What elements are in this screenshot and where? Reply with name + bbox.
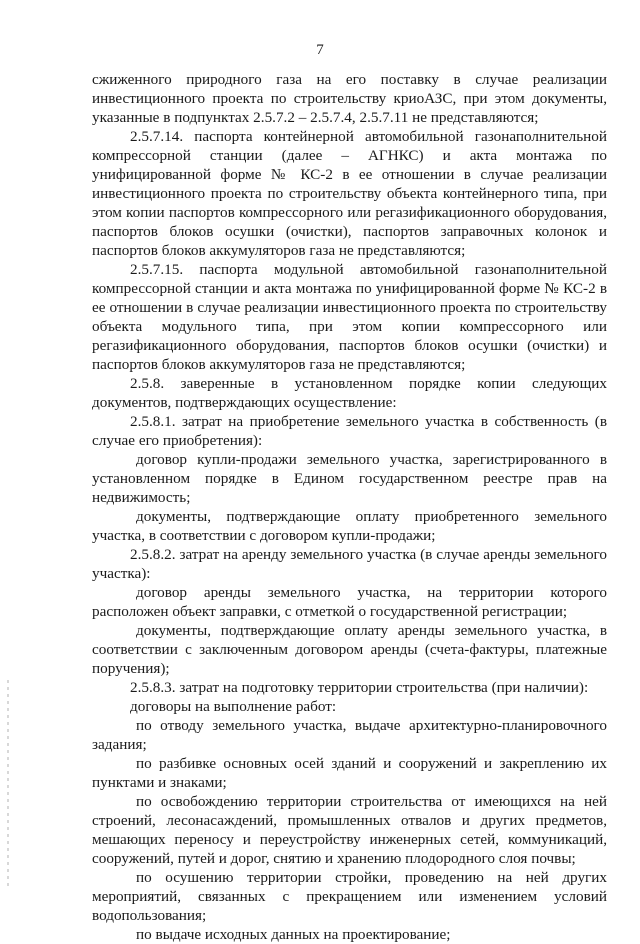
paragraph: по освобождению территории строительства от имеющихся на ней строений, лесонасаждений, промышленных отвалов и других предметов, мешающих переносу и переустройству инженерных сетей, коммуникаций, сооружений, путей и дорог, снятию и хранению плодородного слоя почвы;	[92, 793, 607, 867]
paragraph: по разбивке основных осей зданий и сооружений и закреплению их пунктами и знаками;	[92, 755, 607, 791]
paragraph: 2.5.8.3. затрат на подготовку территории строительства (при наличии):	[130, 679, 589, 696]
paragraph: 2.5.8.1. затрат на приобретение земельного участка в собственность (в случае его приобретения):	[92, 413, 607, 449]
paragraph: договор купли-продажи земельного участка, зарегистрированного в установленном порядке в Едином государственном реестре прав на недвижимость;	[92, 451, 607, 506]
page-number: 7	[316, 42, 324, 58]
scan-margin-mark	[7, 680, 9, 890]
paragraph: 2.5.8.2. затрат на аренду земельного участка (в случае аренды земельного участка):	[92, 546, 607, 582]
paragraph: по выдаче исходных данных на проектирование;	[136, 926, 451, 943]
paragraph: договор аренды земельного участка, на территории которого расположен объект заправки, с отметкой о государственной регистрации;	[92, 584, 607, 620]
paragraph: по отводу земельного участка, выдаче архитектурно-планировочного задания;	[92, 717, 607, 753]
paragraph: сжиженного природного газа на его поставку в случае реализации инвестиционного проекта по строительству криоАЗС, при этом документы, указанные в подпунктах 2.5.7.2 – 2.5.7.4, 2.5.7.11 не представляются;	[92, 71, 607, 126]
paragraph: договоры на выполнение работ:	[130, 698, 337, 715]
paragraph: по осушению территории стройки, проведению на ней других мероприятий, связанных с прекращением или изменением условий водопользования;	[92, 869, 607, 924]
paragraph: документы, подтверждающие оплату аренды земельного участка, в соответствии с заключенным договором аренды (счета-фактуры, платежные поручения);	[92, 622, 607, 677]
paragraph: 2.5.7.14. паспорта контейнерной автомобильной газонаполнительной компрессорной станции (далее – АГНКС) и акта монтажа по унифицированной форме № КС-2 в ее отношении в случае реализации инвестиционного проекта по строительству объекта контейнерного типа, при этом копии паспортов компрессорного или регазификационного оборудования, паспортов блоков осушки (очистки), паспортов заправочных колонок и паспортов блоков аккумуляторов газа не представляются;	[92, 128, 607, 259]
paragraph: 2.5.8. заверенные в установленном порядке копии следующих документов, подтверждающих осуществление:	[92, 375, 607, 411]
document-body	[92, 70, 607, 944]
paragraph: 2.5.7.15. паспорта модульной автомобильной газонаполнительной компрессорной станции и акта монтажа по унифицированной форме № КС-2 в ее отношении в случае реализации инвестиционного проекта по строительству объекта модульного типа, при этом копии компрессорного или регазификационного оборудования, паспортов блоков осушки (очистки) и паспортов блоков аккумуляторов газа не представляются;	[92, 261, 607, 373]
paragraph: документы, подтверждающие оплату приобретенного земельного участка, в соответствии с договором купли-продажи;	[92, 508, 607, 544]
